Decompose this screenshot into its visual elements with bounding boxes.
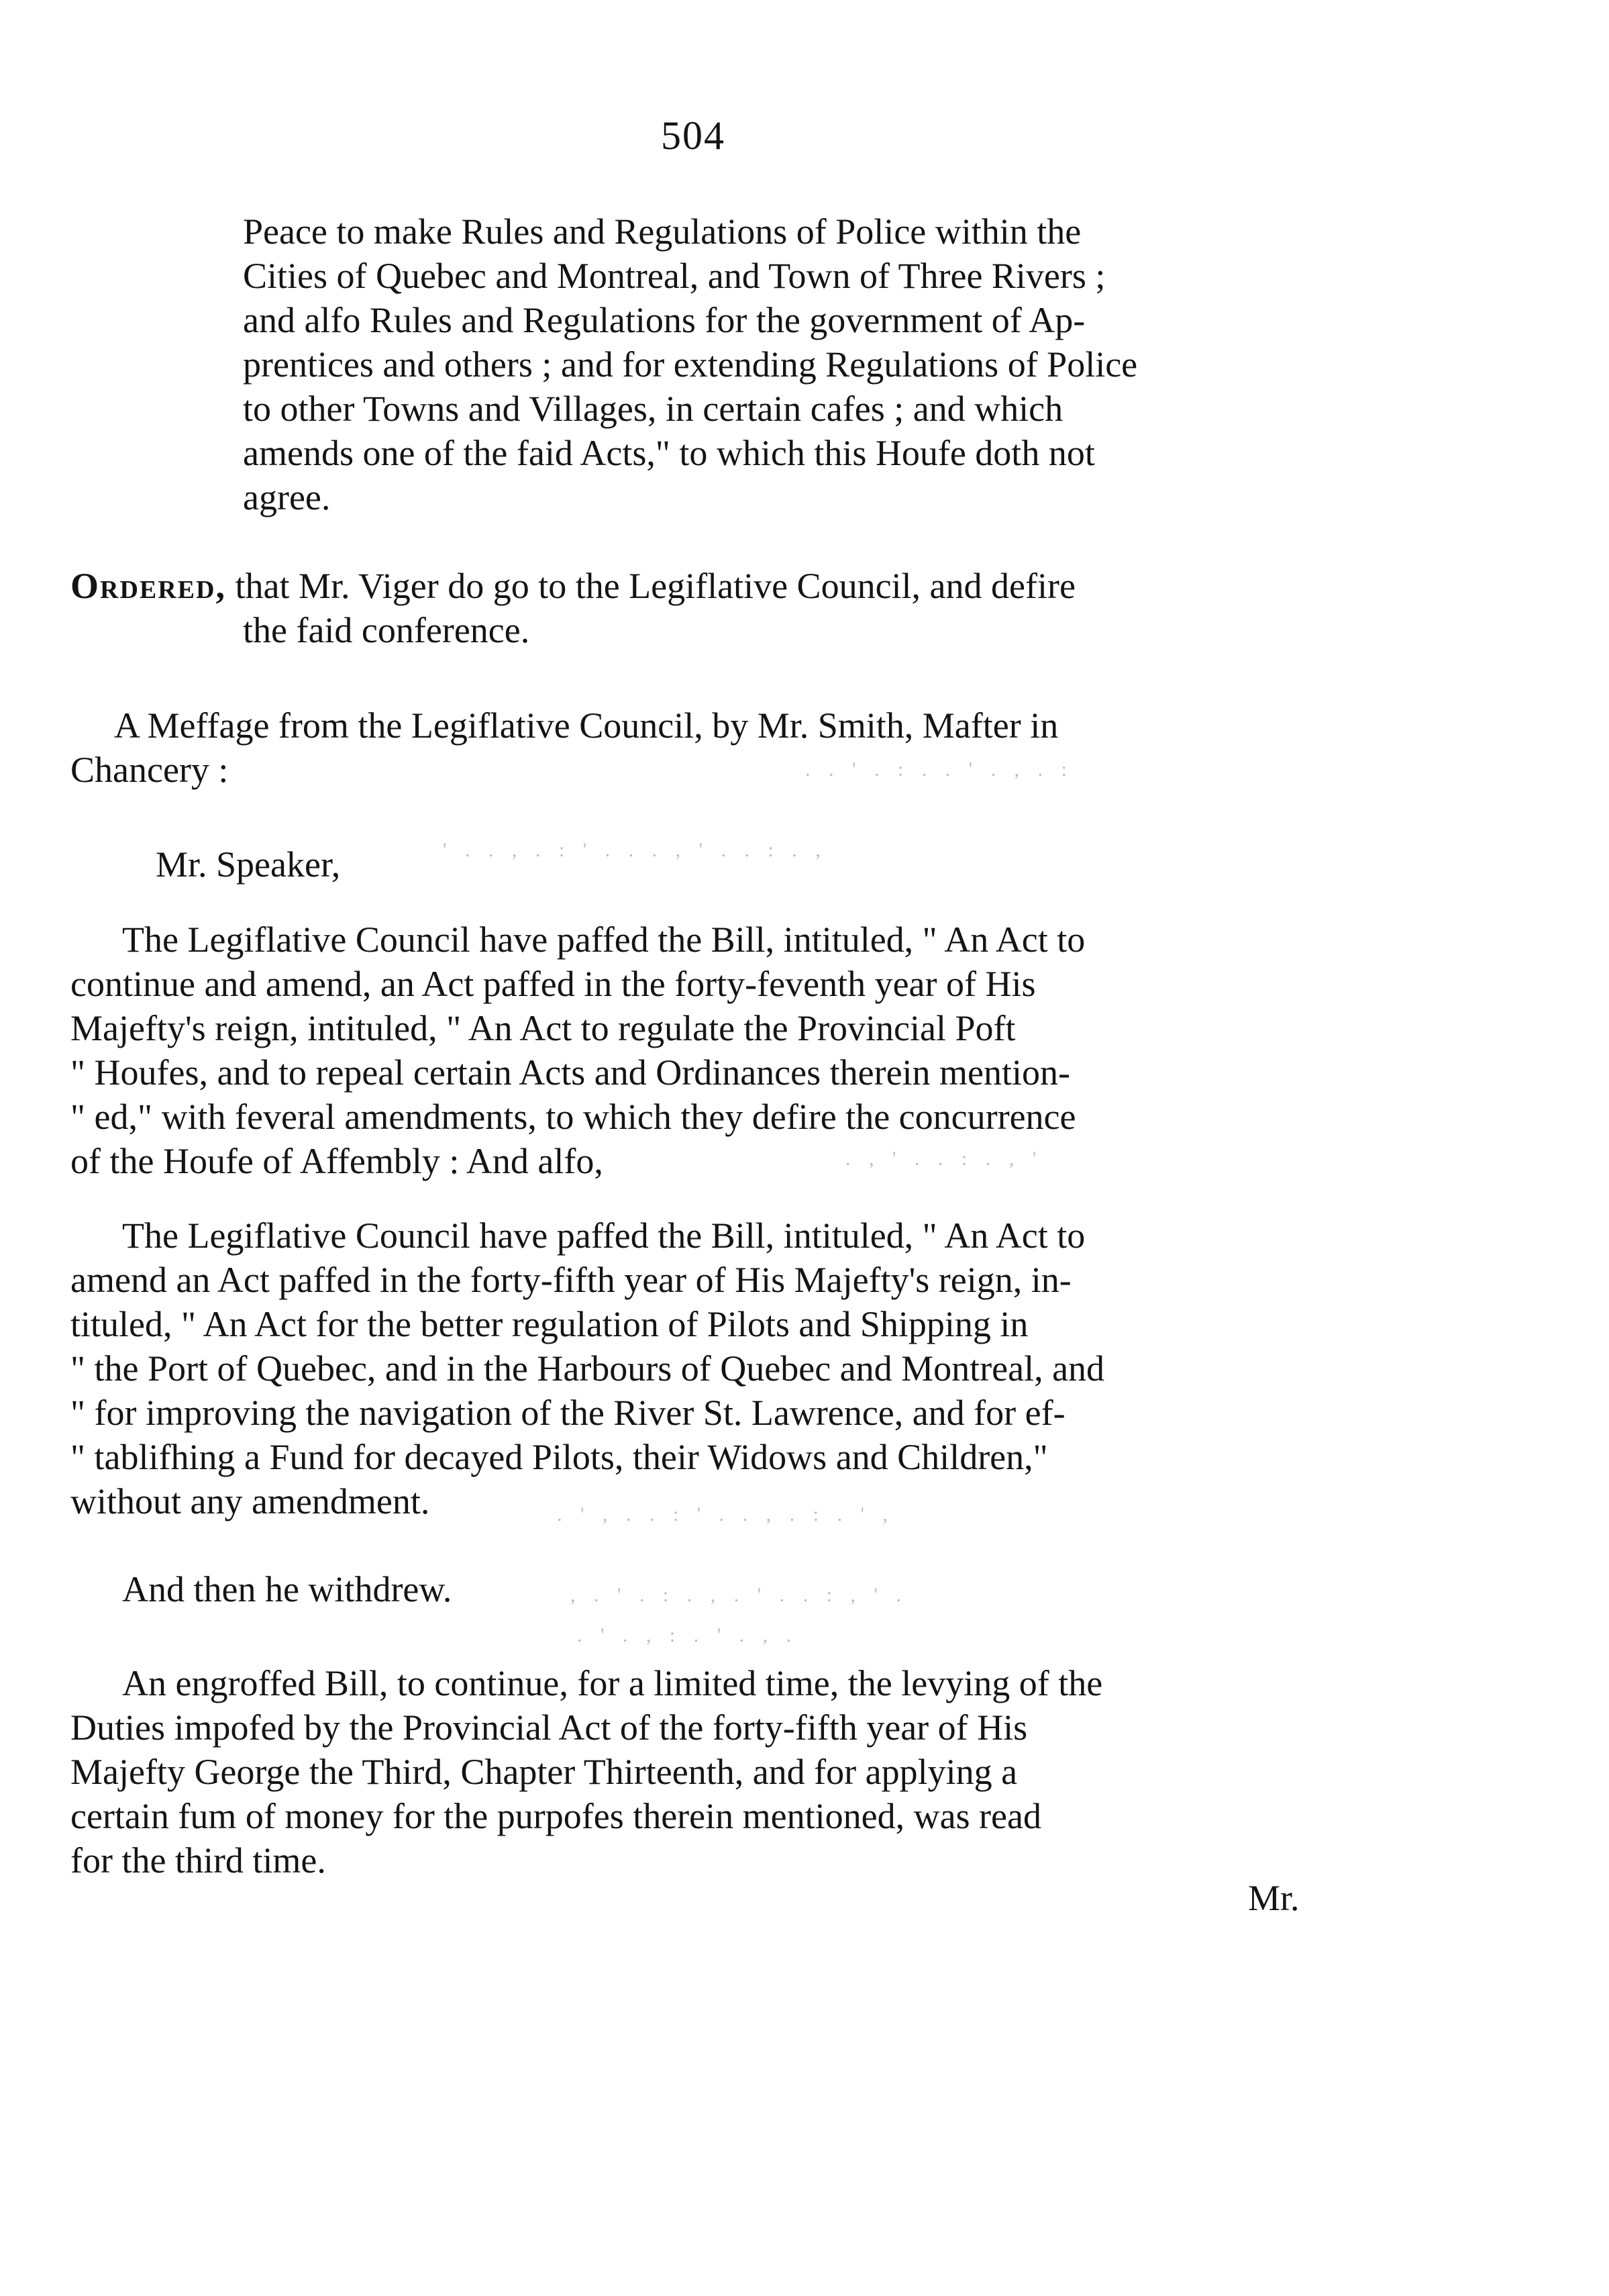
text-line: Majefty George the Third, Chapter Thirteenth, and for applying a bbox=[70, 1752, 1018, 1792]
text-line: certain fum of money for the purpofes therein mentioned, was read bbox=[70, 1796, 1041, 1836]
show-through-speckle: . ' . , : . ' . , . bbox=[577, 1624, 798, 1646]
show-through-speckle: . , ' . . : . , ' bbox=[845, 1148, 1043, 1170]
page-number: 504 bbox=[661, 113, 725, 158]
catchword: Mr. bbox=[1248, 1878, 1300, 1918]
text-line: tituled, " An Act for the better regulation of Pilots and Shipping in bbox=[70, 1304, 1029, 1344]
text-line: without any amendment. bbox=[70, 1481, 430, 1521]
text-line: Majefty's reign, intituled, " An Act to regulate the Provincial Poft bbox=[70, 1008, 1016, 1048]
text-line: amend an Act paffed in the forty-fifth year of His Majefty's reign, in- bbox=[70, 1260, 1072, 1300]
text-line: " the Port of Quebec, and in the Harbours of Quebec and Montreal, and bbox=[70, 1348, 1105, 1389]
text-line: Ordered, that Mr. Viger do go to the Legiflative Council, and defire bbox=[70, 566, 1076, 606]
text-line: Peace to make Rules and Regulations of Police within the bbox=[243, 211, 1082, 252]
paragraph-police-rules bbox=[243, 209, 1360, 519]
text-line: A Meffage from the Legiflative Council, by Mr. Smith, Mafter in bbox=[114, 705, 1059, 746]
text-line: The Legiflative Council have paffed the Bill, intituled, " An Act to bbox=[122, 919, 1086, 960]
paragraph-engrossed-bill bbox=[70, 1661, 1360, 1883]
show-through-speckle: , . ' . : . , . ' . . : , ' . bbox=[570, 1584, 908, 1606]
paragraph-message bbox=[70, 703, 1360, 792]
text-line: amends one of the faid Acts," to which this Houfe doth not bbox=[243, 433, 1095, 473]
show-through-speckle: ' . . , . : ' . . . , ' . . : . , bbox=[443, 839, 827, 861]
text-line: Chancery : bbox=[70, 750, 229, 790]
text-line: continue and amend, an Act paffed in the forty-feventh year of His bbox=[70, 964, 1036, 1004]
text-line: prentices and others ; and for extending Regulations of Police bbox=[243, 344, 1138, 385]
text-line: The Legiflative Council have paffed the Bill, intituled, " An Act to bbox=[122, 1215, 1086, 1256]
text-line: of the Houfe of Affembly : And alfo, bbox=[70, 1141, 603, 1181]
paragraph-ordered bbox=[70, 564, 1360, 652]
text-line: agree. bbox=[243, 477, 331, 517]
text-line: Duties impofed by the Provincial Act of the forty-fifth year of His bbox=[70, 1707, 1028, 1748]
text-line: " Houfes, and to repeal certain Acts and Ordinances therein mention- bbox=[70, 1052, 1071, 1093]
text-line: " ed," with feveral amendments, to which they defire the concurrence bbox=[70, 1097, 1076, 1137]
text-line: to other Towns and Villages, in certain cafes ; and which bbox=[243, 389, 1063, 429]
text-line: And then he withdrew. bbox=[122, 1569, 452, 1609]
show-through-speckle: . . ' . : . . ' . , . : bbox=[805, 758, 1074, 781]
paragraph-post-houses-bill bbox=[70, 917, 1360, 1183]
text-line: " for improving the navigation of the River St. Lawrence, and for ef- bbox=[70, 1393, 1066, 1433]
text-line: and alfo Rules and Regulations for the government of Ap- bbox=[243, 300, 1086, 340]
text-line: " tablifhing a Fund for decayed Pilots, their Widows and Children," bbox=[70, 1437, 1048, 1477]
text-line: Mr. Speaker, bbox=[156, 844, 341, 885]
text-line: for the third time. bbox=[70, 1840, 326, 1881]
text-line: Cities of Quebec and Montreal, and Town of Three Rivers ; bbox=[243, 256, 1106, 296]
text-line: the faid conference. bbox=[243, 610, 530, 650]
ordered-heading: Ordered, bbox=[70, 566, 226, 606]
text-line: An engroffed Bill, to continue, for a limited time, the levying of the bbox=[122, 1663, 1103, 1703]
paragraph-pilots-bill bbox=[70, 1213, 1360, 1524]
show-through-speckle: . ' , . . : ' . . , . : . ' , bbox=[557, 1503, 894, 1526]
